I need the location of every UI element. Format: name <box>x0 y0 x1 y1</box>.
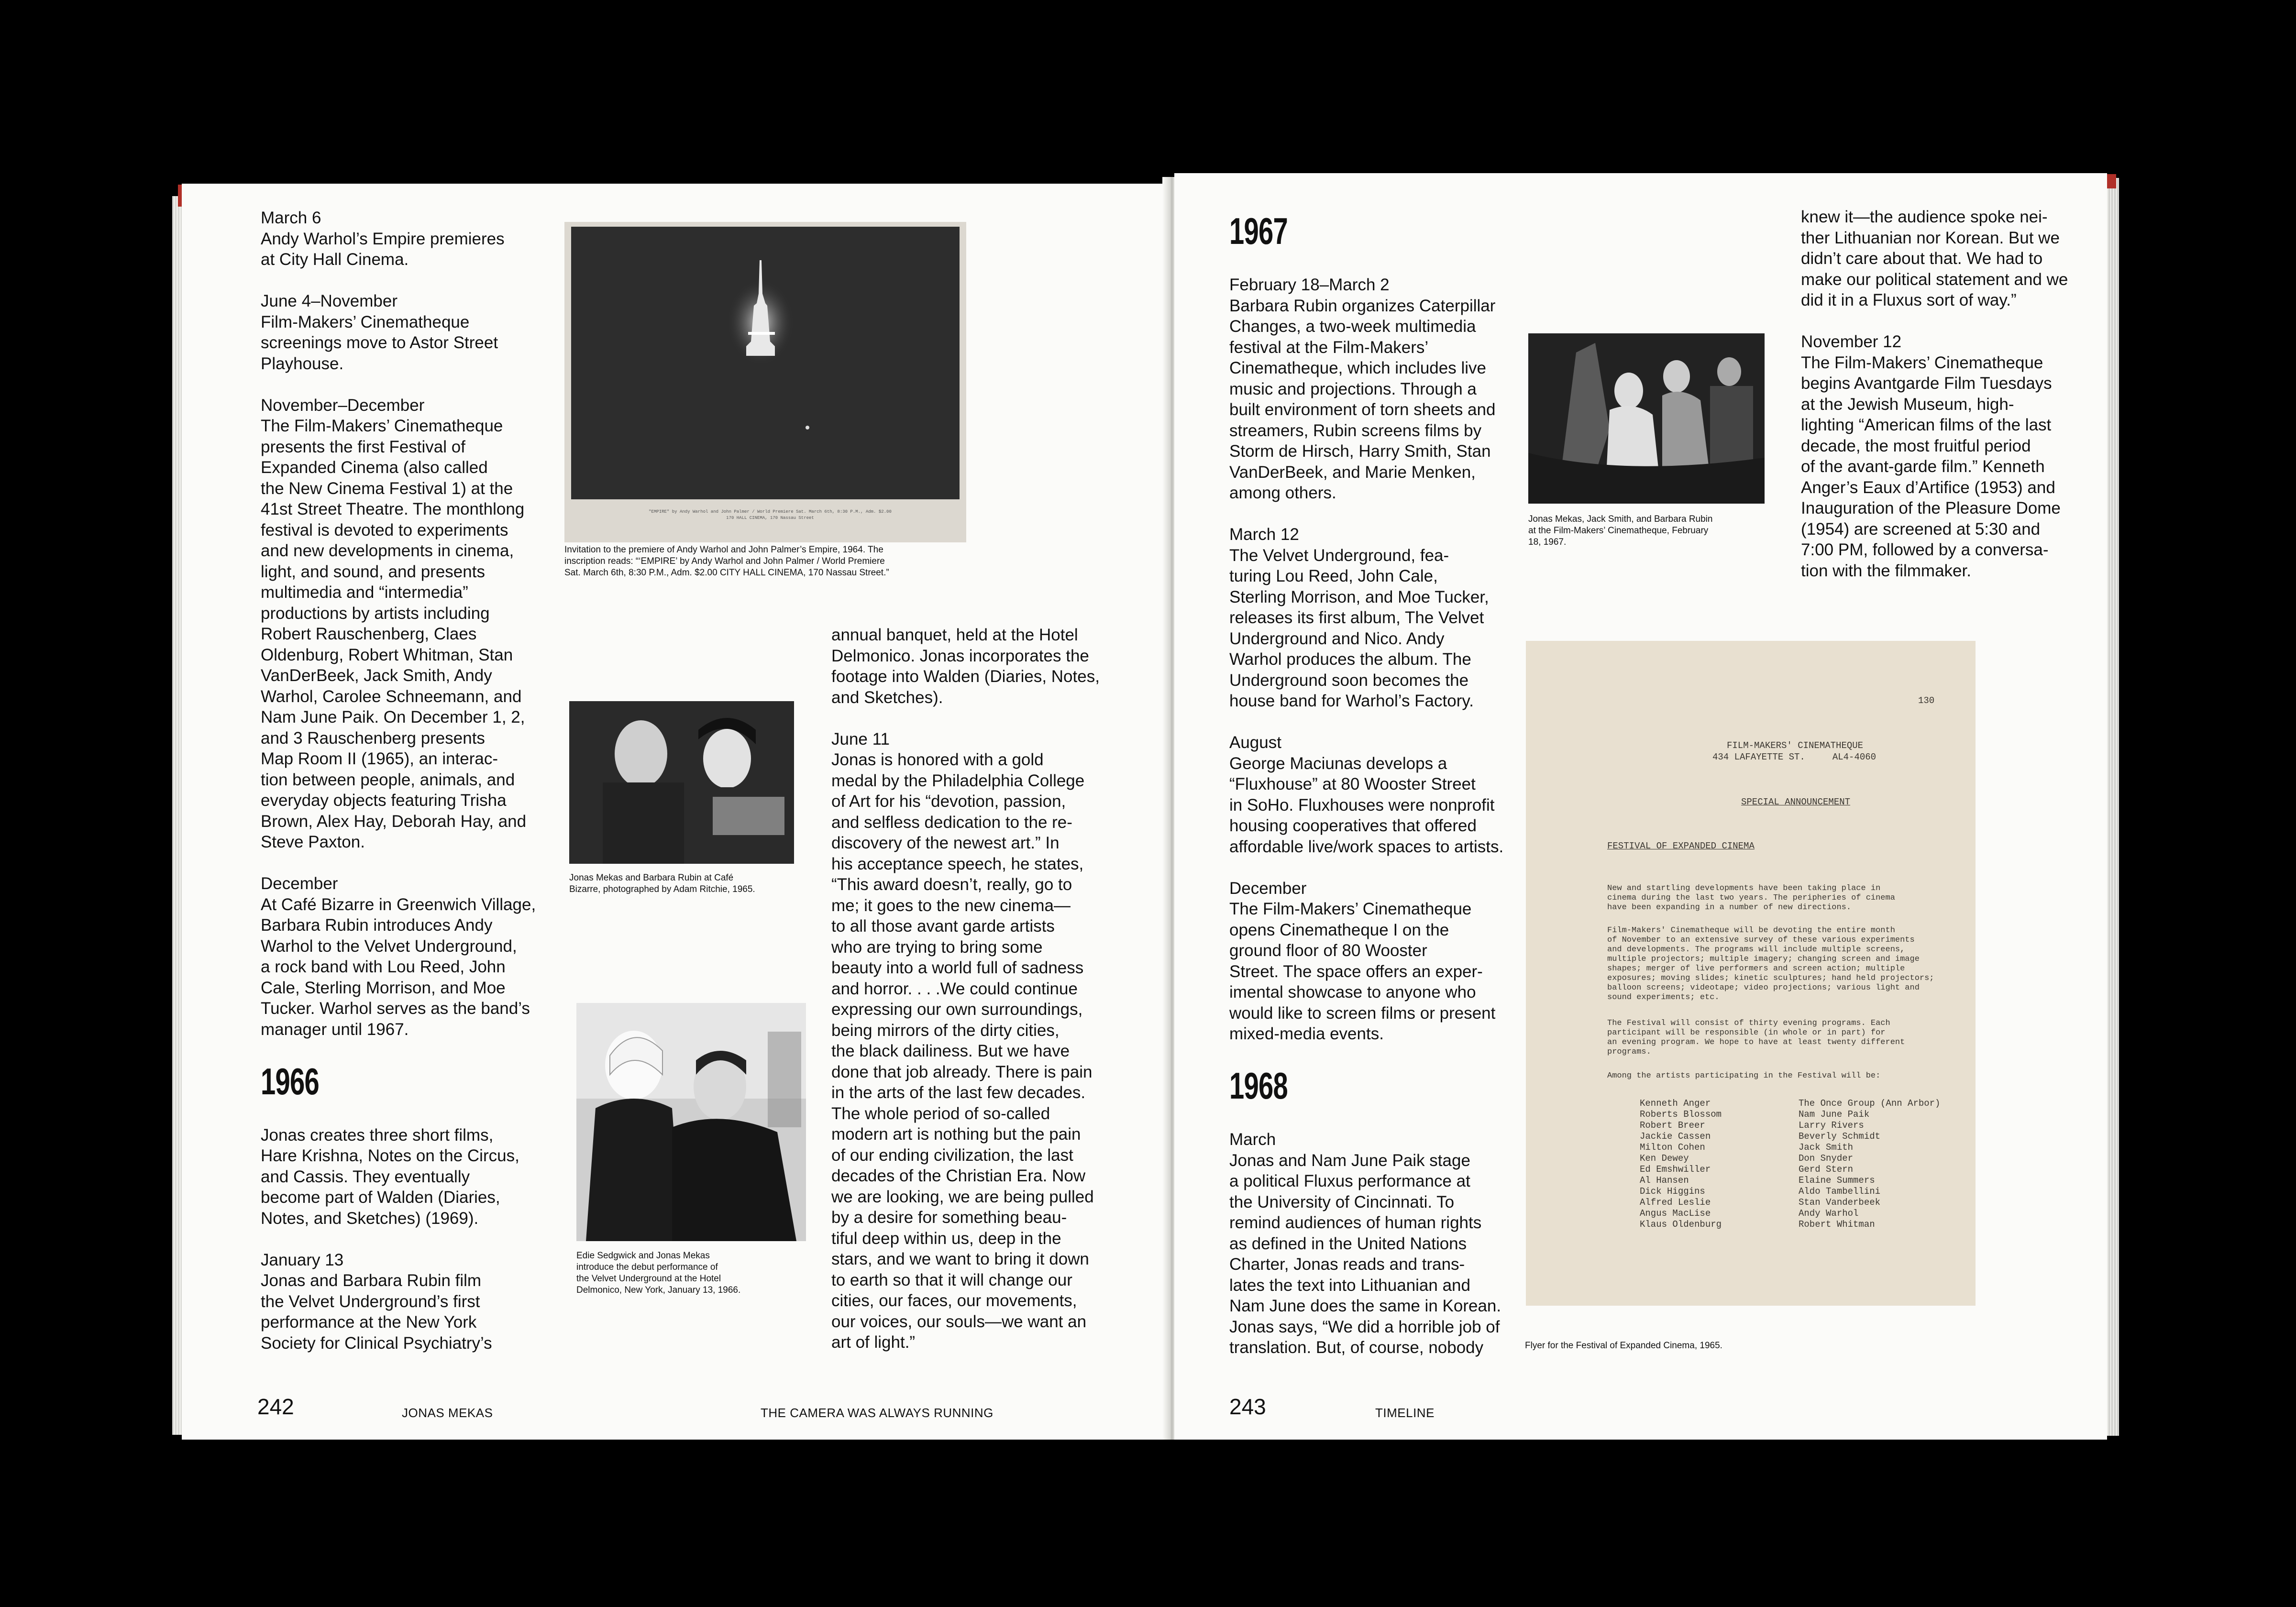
flyer-artist: Andy Warhol <box>1799 1208 1859 1219</box>
year-heading-1967: 1967 <box>1229 210 1288 252</box>
caption-empire: Invitation to the premiere of Andy Warhol and John Palmer’s Empire, 1964. The inscription reads: “‘EMPIRE’ by Andy Warhol and John Palmer / World Premiere Sat. March 6th, 8:30 P.M., Adm. $2.00 CITY HALL CINEMA, 170 Nassau Street.” <box>564 545 889 578</box>
flyer-artist: Beverly Schmidt <box>1799 1131 1881 1142</box>
left-column-3 <box>831 625 1137 1353</box>
entry-march-6: March 6 Andy Warhol’s Empire premieres at City Hall Cinema. <box>261 209 505 269</box>
entry-december: December At Café Bizarre in Greenwich Village, Barbara Rubin introduces Andy Warhol to the Velvet Underground, a rock band with Lou Reed, John Cale, Sterling Morrison, and Moe Tucker. Warhol serves as the band’s manager until 1967. <box>261 874 536 1039</box>
caption-cinematheque: Jonas Mekas, Jack Smith, and Barbara Rubin at the Film-Makers’ Cinematheque, February 18, 1967. <box>1528 514 1713 547</box>
entry-june-4: June 4–November Film-Makers’ Cinematheque screenings move to Astor Street Playhouse. <box>261 292 498 373</box>
empire-invitation-image <box>564 222 966 542</box>
entry-banquet-continued: annual banquet, held at the Hotel Delmonico. Jonas incorporates the footage into Walden (Diaries, Notes, and Sketches). <box>831 626 1100 707</box>
entry-march-12: March 12 The Velvet Underground, fea- turing Lou Reed, John Cale, Sterling Morrison, and Moe Tucker, releases its first album, The Velvet Underground and Nico. Andy Warhol produces the album. The Underground soon becomes the house band for Warhol’s Factory. <box>1229 525 1489 710</box>
flyer-artist: Klaus Oldenburg <box>1640 1219 1722 1230</box>
flyer-artist: Jackie Cassen <box>1640 1131 1711 1142</box>
right-page-edges <box>2106 178 2119 1436</box>
entry-december-1967: December The Film-Makers’ Cinematheque opens Cinematheque I on the ground floor of 80 Wooster Street. The space offers an exper- imental showcase to anyone who would like to screen films or present mixed-media events. <box>1229 879 1496 1043</box>
running-head-author: JONAS MEKAS <box>402 1406 493 1420</box>
right-column-1 <box>1229 210 1516 1358</box>
running-head-section: TIMELINE <box>1375 1406 1435 1420</box>
flyer-artists-left <box>1640 1098 1722 1230</box>
folio-242: 242 <box>257 1394 294 1419</box>
cinematheque-photo <box>1528 333 1765 504</box>
flyer-artist: Al Hansen <box>1640 1175 1689 1186</box>
entry-march-1968: March Jonas and Nam June Paik stage a political Fluxus performance at the University of Cincinnati. To remind audiences of human rights as defined in the United Nations Charter, Jonas reads and trans- lates the text into Lithuanian and Nam June does the same in Korean. Jonas says, “We did a horrible job of translation. But, of course, nobody <box>1229 1130 1501 1357</box>
entry-1966-films: Jonas creates three short films, Hare Krishna, Notes on the Circus, and Cassis. They eventually become part of Walden (Diaries, Notes, and Sketches) (1969). <box>261 1125 519 1228</box>
flyer-paragraph-3: The Festival will consist of thirty evening programs. Each participant will be responsible (in whole or in part) for an evening program. We hope to have at least twenty different programs. <box>1607 1019 1905 1057</box>
running-head-title: THE CAMERA WAS ALWAYS RUNNING <box>761 1406 993 1420</box>
caption-flyer: Flyer for the Festival of Expanded Cinema, 1965. <box>1525 1341 1722 1351</box>
right-page <box>1174 173 2107 1440</box>
cafe-bizarre-photo <box>569 701 794 864</box>
entry-november: November–December The Film-Makers’ Cinematheque presents the first Festival of Expanded Cinema (also called the New Cinema Festival 1) at the 41st Street Theatre. The monthlong festival is devoted to experiments and new developments in cinema, light, and sound, and presents multimedia and “intermedia” productions by artists including Robert Rauschenberg, Claes Oldenburg, Robert Whitman, Stan VanDerBeek, Jack Smith, Andy Warhol, Carolee Schneemann, and Nam June Paik. On December 1, 2, and 3 Rauschenberg presents Map Room II (1965), an interac- tion between people, animals, and everyday objects featuring Trisha Brown, Alex Hay, Deborah Hay, and Steve Paxton. <box>261 396 527 851</box>
flyer-paragraph-4: Among the artists participating in the Festival will be: <box>1607 1071 1881 1080</box>
flyer-paragraph-1: New and startling developments have been taking place in cinema during the last two years. The peripheries of cinema have been expanding in a number of new directions. <box>1607 884 1895 912</box>
flyer-artist: Ken Dewey <box>1640 1153 1689 1164</box>
year-heading-1966: 1966 <box>261 1060 320 1102</box>
flyer-artist: Jack Smith <box>1799 1142 1854 1153</box>
flyer-page-number: 130 <box>1918 695 1935 706</box>
flyer-artist: Alfred Leslie <box>1640 1197 1711 1208</box>
flyer-festival-title: FESTIVAL OF EXPANDED CINEMA <box>1607 841 1755 851</box>
flyer-artist: Elaine Summers <box>1799 1175 1875 1186</box>
empire-inscription: "EMPIRE" by Andy Warhol and John Palmer / World Premiere Sat. March 6th, 8:30 P.M., Adm. $2.00 170 HALL CINEMA, 170 Nassau Street <box>649 509 892 520</box>
flyer-special-announcement: SPECIAL ANNOUNCEMENT <box>1741 797 1851 807</box>
flyer-artist: Don Snyder <box>1799 1153 1854 1164</box>
flyer-artist: Ed Emshwiller <box>1640 1164 1711 1175</box>
flyer-artist: Angus MacLise <box>1640 1208 1711 1219</box>
flyer-artists-right <box>1799 1098 1940 1230</box>
flyer-artist: Roberts Blossom <box>1640 1109 1722 1120</box>
flyer-artist: Milton Cohen <box>1640 1142 1705 1153</box>
flyer-artist: Robert Breer <box>1640 1120 1705 1131</box>
flyer-artist: Stan Vanderbeek <box>1799 1197 1881 1208</box>
flyer-artist: Larry Rivers <box>1799 1120 1864 1131</box>
flyer-address: 434 LAFAYETTE ST. AL4-4060 <box>1712 752 1877 762</box>
flyer-artist: Kenneth Anger <box>1640 1098 1711 1109</box>
flyer-artist: The Once Group (Ann Arbor) <box>1799 1098 1941 1109</box>
left-column-1 <box>261 208 543 1354</box>
entry-june-11: June 11 Jonas is honored with a gold medal by the Philadelphia College of Art for his “devotion, passion, and selfless dedication to the re- discovery of the newest art.” In his acceptance speech, he states, “This award doesn’t, really, go to me; it goes to the new cinema— to all those avant garde artists who are trying to bring some beauty into a world full of sadness and horror. . . .We could continue expressing our own surroundings, being mirrors of the dirty cities, the black dailiness. But we have done that job already. There is pain in the arts of the last few decades. The whole period of so-called modern art is nothing but the pain of our ending civilization, the last decades of the Christian Era. Now we are looking, we are being pulled by a desire for something beau- tiful deep within us, deep in the stars, and we want to bring it down to earth so that it will change our cities, our faces, our movements, our voices, our souls—we want an art of light.” <box>831 729 1094 1352</box>
caption-cafe-bizarre: Jonas Mekas and Barbara Rubin at Café Bizarre, photographed by Adam Ritchie, 1965. <box>569 873 755 894</box>
flyer-artist: Gerd Stern <box>1799 1164 1854 1175</box>
entry-august: August George Maciunas develops a “Fluxhouse” at 80 Wooster Street in SoHo. Fluxhouses were nonprofit housing cooperatives that offered affordable live/work spaces to artists. <box>1229 733 1504 856</box>
flyer-paragraph-2: Film-Makers' Cinematheque will be devoting the entire month of November to an extensive survey of these various experiments and developments. The programs will include multiple screens, multiple projectors; multiple imagery; changing screen and image shapes; merger of live performers and screen action; multiple exposures; moving slides; kinetic sculptures; hand held projectors; balloon screens; videotape; video projections; various light and sound experiments; etc. <box>1607 926 1934 1002</box>
flyer-org-name: FILM-MAKERS' CINEMATHEQUE <box>1727 740 1864 751</box>
folio-243: 243 <box>1229 1394 1266 1419</box>
caption-edie: Edie Sedgwick and Jonas Mekas introduce the debut performance of the Velvet Underground at the Hotel Delmonico, New York, January 13, 1966. <box>576 1251 741 1295</box>
year-heading-1968: 1968 <box>1229 1065 1288 1107</box>
entry-november-12: November 12 The Film-Makers’ Cinematheque begins Avantgarde Film Tuesdays at the Jewish Museum, high- lighting “American films of the last decade, the most fruitful period of the avant-garde film.” Kenneth Anger’s Eaux d’Artifice (1953) and Inauguration of the Pleasure Dome (1954) are screened at 5:30 and 7:00 PM, followed by a conversa- tion with the filmmaker. <box>1801 332 2061 580</box>
edie-sedgwick-photo <box>576 1003 806 1241</box>
festival-flyer-image <box>1526 641 1976 1306</box>
flyer-artist: Robert Whitman <box>1799 1219 1875 1230</box>
entry-january-13: January 13 Jonas and Barbara Rubin film the Velvet Underground’s first performance at the New York Society for Clinical Psychiatry’s <box>261 1250 492 1353</box>
entry-feb-18: February 18–March 2 Barbara Rubin organizes Caterpillar Changes, a two-week multimedia festival at the Film-Makers’ Cinematheque, which includes live music and projections. Through a built environment of torn sheets and streamers, Rubin screens films by Storm de Hirsch, Harry Smith, Stan VanDerBeek, and Marie Menken, among others. <box>1229 275 1496 502</box>
right-column-3 <box>1801 207 2097 581</box>
flyer-artist: Dick Higgins <box>1640 1186 1705 1197</box>
flyer-artist: Nam June Paik <box>1799 1109 1870 1120</box>
left-page <box>182 184 1167 1440</box>
flyer-artist: Aldo Tambellini <box>1799 1186 1881 1197</box>
entry-fluxus-continued: knew it—the audience spoke nei- ther Lithuanian nor Korean. But we didn’t care about that. We had to make our political statement and we did it in a Fluxus sort of way.” <box>1801 208 2068 309</box>
